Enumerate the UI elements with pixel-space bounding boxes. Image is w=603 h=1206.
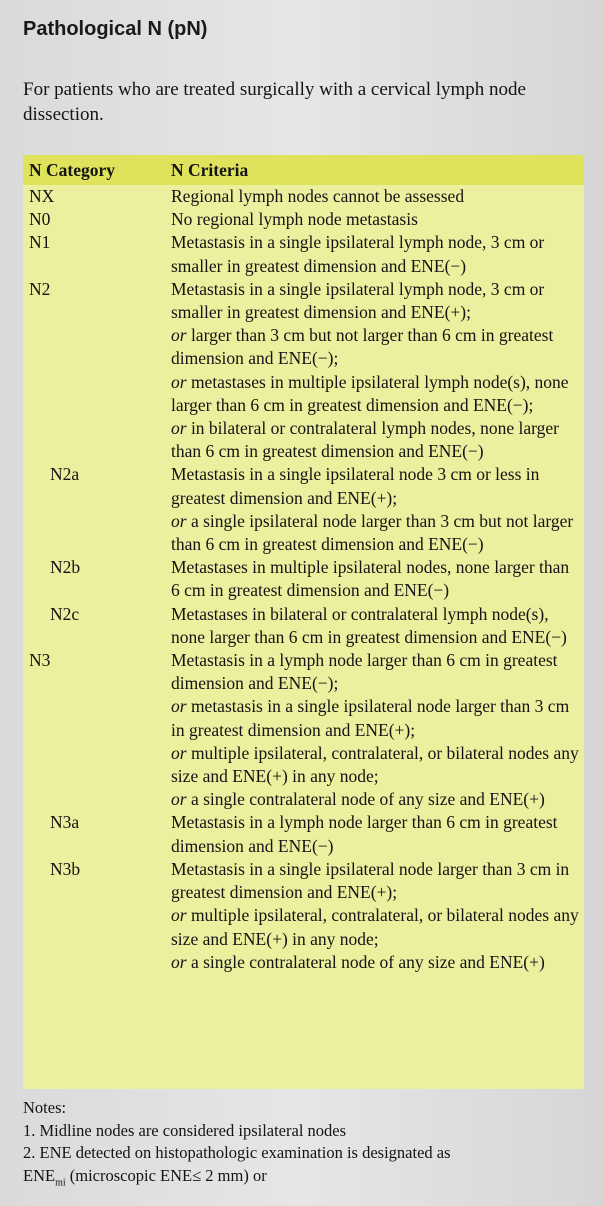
criteria-text: in bilateral or contralateral lymph nodes, none larger than 6 cm in greatest dimension and ENE(−) (171, 418, 559, 462)
criteria-text: Metastases in bilateral or contralateral lymph node(s), none larger than 6 cm in greatest dimension and ENE(−) (171, 603, 567, 647)
criteria-text: Metastasis in a single ipsilateral node larger than 3 cm in greatest dimension and ENE(+); (171, 858, 570, 903)
table-header-row (23, 155, 584, 185)
criteria-clause (171, 904, 580, 950)
pn-staging-table (23, 155, 584, 1089)
criteria-clause (171, 603, 580, 649)
n-criteria-cell (171, 463, 584, 556)
criteria-clause (171, 324, 580, 370)
criteria-text: multiple ipsilateral, contralateral, or bilateral nodes any size and ENE(+) in any node; (171, 905, 579, 949)
criteria-text: Metastasis in a single ipsilateral node 3 cm or less in greatest dimension and ENE(+); (171, 464, 540, 508)
criteria-clause (171, 858, 580, 904)
criteria-text: a single contralateral node of any size and ENE(+) (190, 789, 545, 810)
n-criteria-cell (171, 811, 584, 857)
n-criteria-cell (171, 185, 584, 208)
or-connector: or (171, 742, 187, 763)
table-row (23, 208, 584, 231)
or-connector: or (171, 905, 187, 926)
intro-paragraph: For patients who are treated surgically with a cervical lymph node dissection. (23, 79, 526, 125)
criteria-text: larger than 3 cm but not larger than 6 cm in greatest dimension and ENE(−); (171, 325, 554, 369)
criteria-clause (171, 788, 580, 811)
or-connector: or (171, 510, 187, 531)
notes-title: Notes: (23, 1098, 67, 1117)
n-category-cell: N2b (50, 557, 81, 578)
or-connector: or (171, 371, 187, 392)
or-connector: or (171, 789, 187, 810)
criteria-clause (171, 742, 580, 788)
n-criteria-cell (171, 208, 584, 231)
criteria-clause (171, 649, 580, 695)
n-criteria-cell (171, 231, 584, 277)
criteria-text: metastasis in a single ipsilateral node larger than 3 cm in greatest dimension and ENE(+); (171, 696, 570, 740)
table-row (23, 811, 584, 857)
or-connector: or (171, 325, 187, 346)
criteria-text: Regional lymph nodes cannot be assessed (171, 186, 465, 206)
criteria-text: No regional lymph node metastasis (171, 209, 418, 230)
note-item: 2. ENE detected on histopathologic examination is designated as (23, 1143, 451, 1162)
criteria-clause (171, 510, 580, 556)
header-n-category: N Category (29, 159, 116, 180)
criteria-clause (171, 278, 580, 324)
n-category-cell: N2a (50, 464, 80, 485)
ene-subscript: mi (55, 1176, 66, 1188)
n-category-cell: N0 (29, 209, 51, 230)
n-criteria-cell (171, 858, 584, 974)
ene-text: ENE (23, 1165, 56, 1185)
criteria-text: Metastasis in a lymph node larger than 6 cm in greatest dimension and ENE(−); (171, 650, 558, 694)
table-row (23, 463, 584, 556)
criteria-clause (171, 556, 580, 602)
n-criteria-cell (171, 649, 584, 811)
criteria-clause (171, 208, 580, 231)
table-row (23, 185, 584, 208)
criteria-text: Metastasis in a lymph node larger than 6 cm in greatest dimension and ENE(−) (171, 812, 558, 856)
table-row (23, 278, 584, 464)
criteria-clause (171, 371, 580, 417)
criteria-text: a single ipsilateral node larger than 3 cm but not larger than 6 cm in greatest dimension and ENE(−) (171, 510, 574, 555)
criteria-text: multiple ipsilateral, contralateral, or bilateral nodes any size and ENE(+) in any node; (171, 742, 579, 787)
criteria-text: metastases in multiple ipsilateral lymph node(s), none larger than 6 cm in greatest dimension and ENE(−); (171, 371, 569, 415)
section-heading: Pathological N (pN) (23, 18, 208, 40)
note-item-ene-mi (23, 1165, 593, 1195)
table-row (23, 556, 584, 602)
n-category-cell: N3a (50, 812, 80, 833)
criteria-text: Metastasis in a single ipsilateral lymph node, 3 cm or smaller in greatest dimension and ENE(+); (171, 278, 545, 323)
criteria-clause (171, 417, 580, 463)
criteria-text: a single contralateral node of any size and ENE(+) (190, 951, 545, 972)
criteria-clause (171, 231, 580, 277)
or-connector: or (171, 951, 187, 972)
table-row (23, 858, 584, 974)
ene-definition: (microscopic ENE≤ 2 mm) or (65, 1165, 267, 1185)
n-category-cell: N1 (29, 232, 51, 253)
n-criteria-cell (171, 278, 584, 464)
n-category-cell: N2c (50, 603, 80, 624)
n-category-cell: N3 (29, 650, 51, 671)
criteria-text: Metastasis in a single ipsilateral lymph node, 3 cm or smaller in greatest dimension and ENE(−) (171, 232, 545, 276)
table-row (23, 649, 584, 811)
criteria-clause (171, 463, 580, 509)
n-category-cell: NX (29, 186, 55, 206)
or-connector: or (171, 418, 187, 439)
note-item: 1. Midline nodes are considered ipsilateral nodes (23, 1120, 347, 1140)
header-n-criteria: N Criteria (171, 159, 249, 180)
notes-section (23, 1097, 593, 1194)
criteria-text: Metastases in multiple ipsilateral nodes, none larger than 6 cm in greatest dimension and ENE(−) (171, 557, 570, 601)
criteria-clause (171, 185, 580, 208)
n-category-cell: N3b (50, 858, 81, 879)
table-row (23, 231, 584, 277)
n-category-cell: N2 (29, 278, 51, 299)
criteria-clause (171, 811, 580, 857)
or-connector: or (171, 696, 187, 717)
table-row (23, 603, 584, 649)
criteria-clause (171, 695, 580, 741)
table-body (23, 185, 584, 974)
n-criteria-cell (171, 556, 584, 602)
n-criteria-cell (171, 603, 584, 649)
criteria-clause (171, 951, 580, 974)
